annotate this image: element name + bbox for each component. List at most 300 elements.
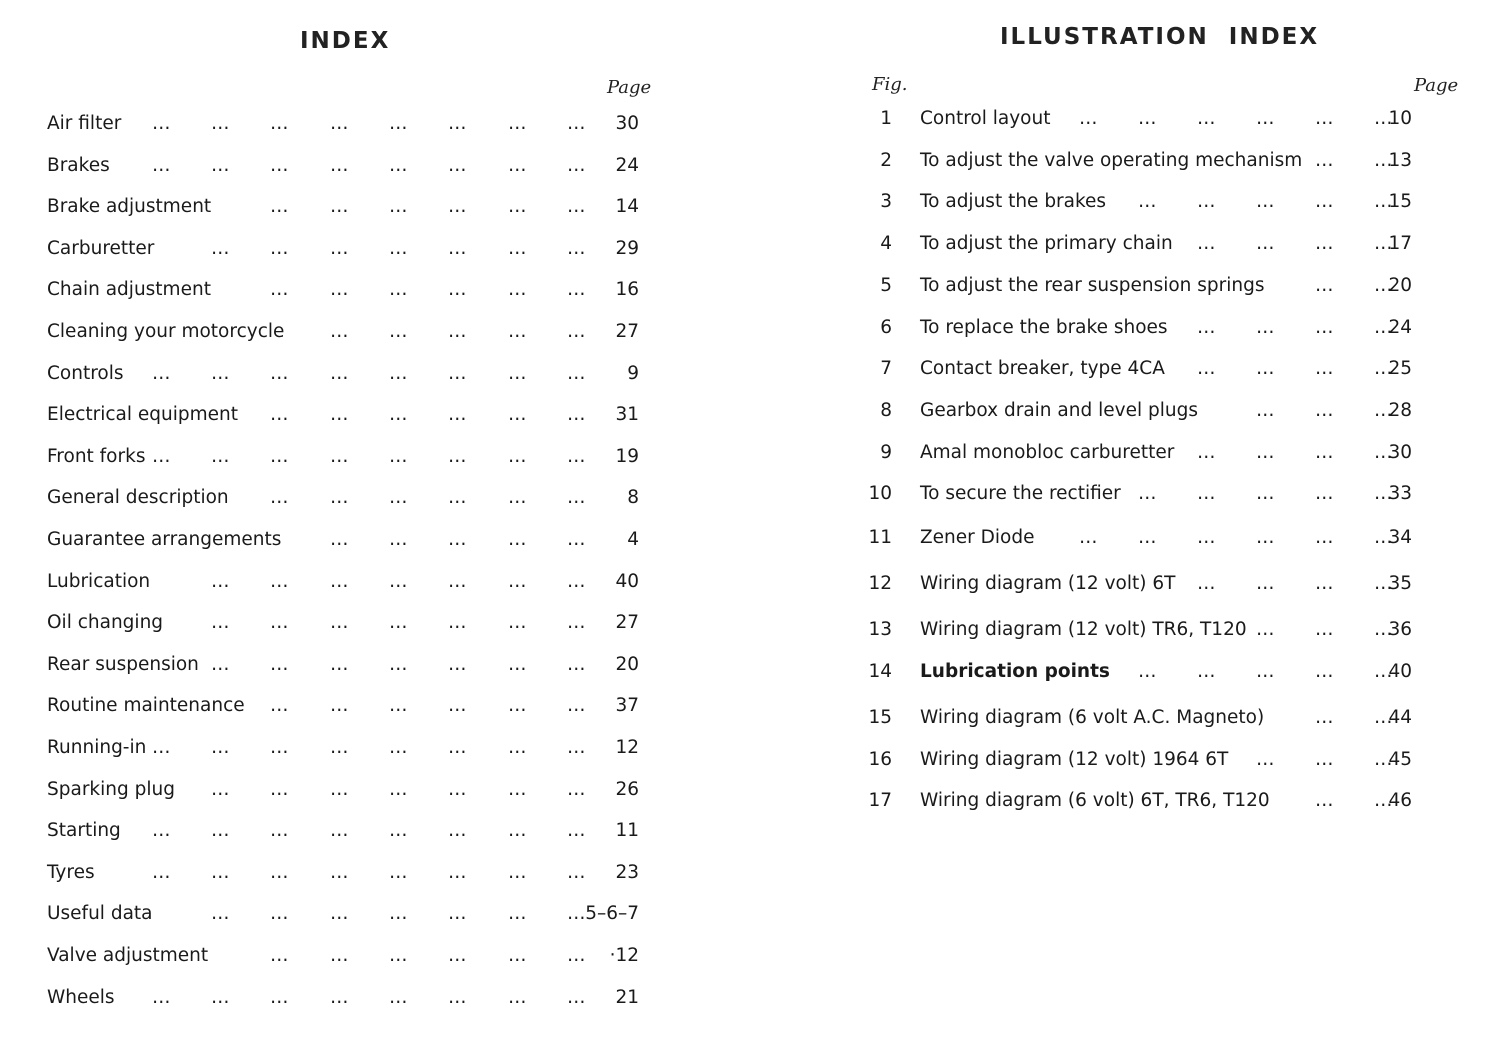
index-title: INDEX xyxy=(300,28,391,54)
leader-dots: … xyxy=(567,986,587,1008)
leader-dots: … xyxy=(1374,275,1394,296)
leader-dots: … xyxy=(508,321,528,342)
illustration-entry-page: 10 xyxy=(1388,108,1412,129)
leader-dots: … xyxy=(1374,661,1394,682)
leader-dots: … xyxy=(1138,483,1158,504)
illustration-entry xyxy=(868,479,1458,509)
illustration-entry xyxy=(868,187,1458,217)
leader-dots: … xyxy=(211,445,231,467)
leader-dots: … xyxy=(1374,619,1394,640)
leader-dots: … xyxy=(508,820,528,842)
leader-dots: … xyxy=(567,279,587,301)
leader-dots: … xyxy=(1138,191,1158,212)
leader-dots: … xyxy=(389,279,409,301)
illustration-entry-label: To adjust the valve operating mechanism xyxy=(920,150,1303,171)
index-entry xyxy=(47,608,647,638)
leader-dots: … xyxy=(389,570,409,592)
leader-dots: … xyxy=(389,321,409,342)
illustration-entry xyxy=(868,657,1458,687)
illustration-entry-page: 33 xyxy=(1388,483,1412,504)
leader-dots: … xyxy=(270,487,290,509)
illustration-fig-number: 8 xyxy=(880,400,892,421)
leader-dots: … xyxy=(567,445,587,467)
leader-dots: … xyxy=(389,695,409,717)
leader-dots: … xyxy=(270,570,290,592)
leader-dots: … xyxy=(1315,442,1335,463)
leader-dots: … xyxy=(1374,527,1394,548)
leader-dots: … xyxy=(270,695,290,717)
leader-dots: … xyxy=(389,237,409,259)
leader-dots: … xyxy=(389,362,409,384)
leader-dots: … xyxy=(1256,573,1276,594)
leader-dots: … xyxy=(330,653,350,675)
index-entry-label: Valve adjustment xyxy=(47,945,209,966)
leader-dots: … xyxy=(152,737,172,758)
leader-dots: … xyxy=(567,570,587,592)
illustration-entry xyxy=(868,569,1458,599)
index-entry-label: Tyres xyxy=(47,861,95,883)
leader-dots: … xyxy=(1315,191,1335,212)
illustration-entry-page: 28 xyxy=(1388,400,1412,421)
leader-dots: … xyxy=(448,445,468,467)
index-entry xyxy=(47,733,647,763)
illustration-list xyxy=(868,104,1458,824)
index-entry-label: Rear suspension xyxy=(47,653,199,675)
illustration-entry-label: Contact breaker, type 4CA xyxy=(920,358,1165,379)
illustration-entry xyxy=(868,786,1458,816)
illustration-entry-page: 20 xyxy=(1388,275,1412,296)
index-entry-page: 24 xyxy=(615,154,639,176)
index-entry xyxy=(47,691,647,721)
index-entry-page: 16 xyxy=(615,279,639,301)
leader-dots: … xyxy=(1197,661,1217,682)
leader-dots: … xyxy=(508,445,528,467)
illustration-entry xyxy=(868,396,1458,426)
leader-dots: … xyxy=(1079,108,1099,129)
illustration-entry xyxy=(868,104,1458,134)
index-entry-page: 20 xyxy=(615,653,639,675)
leader-dots: … xyxy=(270,237,290,259)
leader-dots: … xyxy=(389,612,409,634)
illustration-entry-label: Wiring diagram (12 volt) 1964 6T xyxy=(920,749,1229,770)
illustration-entry-label: Wiring diagram (12 volt) TR6, T120 xyxy=(920,619,1247,640)
leader-dots: … xyxy=(211,362,231,384)
illustration-entry-label: Lubrication points xyxy=(920,661,1110,682)
leader-dots: … xyxy=(270,820,290,842)
index-entry-label: Controls xyxy=(47,362,124,384)
leader-dots: … xyxy=(330,695,350,717)
leader-dots: … xyxy=(448,737,468,758)
leader-dots: … xyxy=(270,903,290,925)
leader-dots: … xyxy=(567,404,587,426)
illustration-entry-label: Control layout xyxy=(920,108,1051,129)
illustration-fig-number: 4 xyxy=(880,233,892,254)
leader-dots: … xyxy=(567,695,587,717)
leader-dots: … xyxy=(270,986,290,1008)
illustration-fig-number: 10 xyxy=(868,483,892,504)
leader-dots: … xyxy=(1374,150,1394,171)
index-entry-label: Sparking plug xyxy=(47,778,175,800)
leader-dots: … xyxy=(330,612,350,634)
leader-dots: … xyxy=(211,237,231,259)
leader-dots: … xyxy=(448,986,468,1008)
illustration-fig-number: 14 xyxy=(868,661,892,682)
leader-dots: … xyxy=(1138,108,1158,129)
leader-dots: … xyxy=(508,529,528,550)
leader-dots: … xyxy=(270,279,290,301)
leader-dots: … xyxy=(508,196,528,218)
leader-dots: … xyxy=(1374,317,1394,338)
illustration-entry xyxy=(868,438,1458,468)
illustration-fig-number: 17 xyxy=(868,790,892,811)
leader-dots: … xyxy=(1315,275,1335,296)
index-entry-page: 26 xyxy=(615,778,639,800)
index-entry-label: Running-in xyxy=(47,737,147,758)
leader-dots: … xyxy=(448,861,468,883)
illustration-entry-page: 34 xyxy=(1388,527,1412,548)
leader-dots: … xyxy=(1256,442,1276,463)
leader-dots: … xyxy=(1256,661,1276,682)
leader-dots: … xyxy=(1315,400,1335,421)
illustration-entry-label: Zener Diode xyxy=(920,527,1035,548)
leader-dots: … xyxy=(211,903,231,925)
illustration-fig-number: 11 xyxy=(868,527,892,548)
index-entry-label: Cleaning your motorcycle xyxy=(47,321,285,342)
illustration-fig-number: 5 xyxy=(880,275,892,296)
illustration-entry-page: 46 xyxy=(1388,790,1412,811)
index-entry-page: 37 xyxy=(615,695,639,717)
leader-dots: … xyxy=(567,196,587,218)
leader-dots: … xyxy=(448,903,468,925)
index-entry-page: 21 xyxy=(615,986,639,1008)
leader-dots: … xyxy=(211,986,231,1008)
leader-dots: … xyxy=(567,778,587,800)
index-entry-label: Chain adjustment xyxy=(47,279,211,301)
leader-dots: … xyxy=(270,362,290,384)
index-entry-label: General description xyxy=(47,487,229,509)
leader-dots: … xyxy=(567,154,587,176)
leader-dots: … xyxy=(389,653,409,675)
leader-dots: … xyxy=(211,154,231,176)
leader-dots: … xyxy=(508,986,528,1008)
index-entry-label: Electrical equipment xyxy=(47,404,239,426)
index-entry xyxy=(47,525,647,555)
leader-dots: … xyxy=(270,945,290,966)
illustration-entry-label: Gearbox drain and level plugs xyxy=(920,400,1198,421)
leader-dots: … xyxy=(448,362,468,384)
illustration-entry-label: Wiring diagram (6 volt) 6T, TR6, T120 xyxy=(920,790,1270,811)
leader-dots: … xyxy=(1374,573,1394,594)
illustration-fig-number: 12 xyxy=(868,573,892,594)
leader-dots: … xyxy=(508,778,528,800)
index-entry xyxy=(47,442,647,472)
illustration-entry xyxy=(868,703,1458,733)
leader-dots: … xyxy=(567,903,587,925)
index-entry-label: Brake adjustment xyxy=(47,196,212,218)
index-entry-page: 29 xyxy=(615,237,639,259)
leader-dots: … xyxy=(508,113,528,134)
illustration-entry-page: 30 xyxy=(1388,442,1412,463)
leader-dots: … xyxy=(330,945,350,966)
index-entry-label: Wheels xyxy=(47,986,115,1008)
index-entry-page: 27 xyxy=(615,612,639,634)
leader-dots: … xyxy=(1256,233,1276,254)
leader-dots: … xyxy=(330,737,350,758)
leader-dots: … xyxy=(567,362,587,384)
leader-dots: … xyxy=(1374,442,1394,463)
leader-dots: … xyxy=(330,113,350,134)
leader-dots: … xyxy=(389,154,409,176)
illustration-entry-label: To adjust the primary chain xyxy=(920,233,1173,254)
illustration-entry-page: 44 xyxy=(1388,707,1412,728)
illustration-page-header: Page xyxy=(1414,75,1459,96)
leader-dots: … xyxy=(1138,527,1158,548)
index-entry-page: 14 xyxy=(615,196,639,218)
leader-dots: … xyxy=(1197,358,1217,379)
leader-dots: … xyxy=(330,321,350,342)
leader-dots: … xyxy=(448,113,468,134)
leader-dots: … xyxy=(270,196,290,218)
leader-dots: … xyxy=(508,653,528,675)
leader-dots: … xyxy=(448,820,468,842)
leader-dots: … xyxy=(330,903,350,925)
leader-dots: … xyxy=(389,986,409,1008)
leader-dots: … xyxy=(211,612,231,634)
leader-dots: … xyxy=(211,653,231,675)
leader-dots: … xyxy=(1256,749,1276,770)
leader-dots: … xyxy=(1315,527,1335,548)
leader-dots: … xyxy=(211,570,231,592)
index-entry-label: Brakes xyxy=(47,154,110,176)
index-entry xyxy=(47,275,647,305)
illustration-entry-page: 24 xyxy=(1388,317,1412,338)
leader-dots: … xyxy=(330,154,350,176)
leader-dots: … xyxy=(1256,483,1276,504)
leader-dots: … xyxy=(1197,483,1217,504)
leader-dots: … xyxy=(567,321,587,342)
leader-dots: … xyxy=(211,778,231,800)
leader-dots: … xyxy=(448,487,468,509)
leader-dots: … xyxy=(567,237,587,259)
leader-dots: … xyxy=(448,695,468,717)
leader-dots: … xyxy=(1079,527,1099,548)
leader-dots: … xyxy=(270,154,290,176)
leader-dots: … xyxy=(330,404,350,426)
illustration-entry xyxy=(868,615,1458,645)
illustration-entry xyxy=(868,229,1458,259)
index-entry xyxy=(47,317,647,347)
leader-dots: … xyxy=(389,945,409,966)
leader-dots: … xyxy=(1315,707,1335,728)
leader-dots: … xyxy=(330,487,350,509)
index-entry xyxy=(47,192,647,222)
illustration-entry-page: 35 xyxy=(1388,573,1412,594)
leader-dots: … xyxy=(448,279,468,301)
leader-dots: … xyxy=(448,945,468,966)
leader-dots: … xyxy=(1256,527,1276,548)
index-entry xyxy=(47,109,647,139)
leader-dots: … xyxy=(1374,233,1394,254)
leader-dots: … xyxy=(567,529,587,550)
index-entry xyxy=(47,359,647,389)
index-entry xyxy=(47,816,647,846)
leader-dots: … xyxy=(448,778,468,800)
leader-dots: … xyxy=(448,237,468,259)
index-entry-label: Starting xyxy=(47,820,121,842)
leader-dots: … xyxy=(1315,317,1335,338)
leader-dots: … xyxy=(1256,317,1276,338)
illustration-fig-number: 13 xyxy=(868,619,892,640)
leader-dots: … xyxy=(1256,358,1276,379)
index-entry-page: 12 xyxy=(615,737,639,758)
illustration-fig-number: 2 xyxy=(880,150,892,171)
leader-dots: … xyxy=(508,279,528,301)
illustration-fig-number: 3 xyxy=(880,191,892,212)
leader-dots: … xyxy=(270,737,290,758)
leader-dots: … xyxy=(389,529,409,550)
leader-dots: … xyxy=(448,404,468,426)
leader-dots: … xyxy=(508,362,528,384)
index-entry xyxy=(47,400,647,430)
illustration-entry xyxy=(868,271,1458,301)
illustration-fig-header: Fig. xyxy=(872,74,908,95)
leader-dots: … xyxy=(508,945,528,966)
index-entry-label: Routine maintenance xyxy=(47,695,245,717)
index-entry-label: Useful data xyxy=(47,903,153,925)
index-entry-page: 19 xyxy=(615,445,639,467)
illustration-entry xyxy=(868,146,1458,176)
leader-dots: … xyxy=(270,445,290,467)
leader-dots: … xyxy=(389,113,409,134)
leader-dots: … xyxy=(567,612,587,634)
leader-dots: … xyxy=(330,820,350,842)
index-entry-label: Oil changing xyxy=(47,612,164,634)
leader-dots: … xyxy=(1374,358,1394,379)
leader-dots: … xyxy=(1374,707,1394,728)
index-entry xyxy=(47,983,647,1013)
leader-dots: … xyxy=(1374,108,1394,129)
index-entry-page: 4 xyxy=(627,529,639,550)
leader-dots: … xyxy=(1256,400,1276,421)
leader-dots: … xyxy=(1256,619,1276,640)
leader-dots: … xyxy=(152,861,172,883)
leader-dots: … xyxy=(1138,661,1158,682)
leader-dots: … xyxy=(330,196,350,218)
leader-dots: … xyxy=(567,487,587,509)
leader-dots: … xyxy=(152,113,172,134)
leader-dots: … xyxy=(508,695,528,717)
leader-dots: … xyxy=(567,861,587,883)
illustration-fig-number: 1 xyxy=(880,108,892,129)
leader-dots: … xyxy=(1374,749,1394,770)
index-entry-page: 27 xyxy=(615,321,639,342)
illustration-fig-number: 6 xyxy=(880,317,892,338)
index-entry-label: Guarantee arrangements xyxy=(47,529,282,550)
leader-dots: … xyxy=(1197,191,1217,212)
leader-dots: … xyxy=(508,737,528,758)
leader-dots: … xyxy=(448,196,468,218)
leader-dots: … xyxy=(389,445,409,467)
leader-dots: … xyxy=(1374,483,1394,504)
leader-dots: … xyxy=(448,154,468,176)
illustration-entry-label: To adjust the rear suspension springs xyxy=(920,275,1265,296)
illustration-fig-number: 9 xyxy=(880,442,892,463)
leader-dots: … xyxy=(508,612,528,634)
illustration-entry-label: Wiring diagram (12 volt) 6T xyxy=(920,573,1176,594)
leader-dots: … xyxy=(448,529,468,550)
leader-dots: … xyxy=(330,778,350,800)
illustration-entry-label: To adjust the brakes xyxy=(920,191,1107,212)
index-entry-label: Lubrication xyxy=(47,570,151,592)
illustration-fig-number: 16 xyxy=(868,749,892,770)
index-entry xyxy=(47,234,647,264)
leader-dots: … xyxy=(270,113,290,134)
illustration-entry-page: 13 xyxy=(1388,150,1412,171)
leader-dots: … xyxy=(1315,661,1335,682)
leader-dots: … xyxy=(152,445,172,467)
leader-dots: … xyxy=(1256,108,1276,129)
illustration-entry-label: To secure the rectifier xyxy=(920,483,1121,504)
index-entry-page: ·12 xyxy=(609,945,639,966)
leader-dots: … xyxy=(1315,358,1335,379)
illustration-fig-number: 15 xyxy=(868,707,892,728)
leader-dots: … xyxy=(1315,233,1335,254)
leader-dots: … xyxy=(330,570,350,592)
leader-dots: … xyxy=(152,820,172,842)
leader-dots: … xyxy=(1315,790,1335,811)
leader-dots: … xyxy=(1315,619,1335,640)
illustration-entry-page: 45 xyxy=(1388,749,1412,770)
leader-dots: … xyxy=(270,861,290,883)
illustration-entry-page: 36 xyxy=(1388,619,1412,640)
leader-dots: … xyxy=(389,487,409,509)
index-entry-page: 40 xyxy=(615,570,639,592)
leader-dots: … xyxy=(270,612,290,634)
leader-dots: … xyxy=(1197,317,1217,338)
leader-dots: … xyxy=(211,861,231,883)
leader-dots: … xyxy=(448,321,468,342)
leader-dots: … xyxy=(1197,108,1217,129)
leader-dots: … xyxy=(389,404,409,426)
leader-dots: … xyxy=(389,737,409,758)
leader-dots: … xyxy=(448,612,468,634)
index-entry-label: Carburetter xyxy=(47,237,155,259)
leader-dots: … xyxy=(508,404,528,426)
leader-dots: … xyxy=(389,196,409,218)
leader-dots: … xyxy=(270,778,290,800)
leader-dots: … xyxy=(1197,442,1217,463)
index-entry xyxy=(47,151,647,181)
leader-dots: … xyxy=(1315,150,1335,171)
index-entry-label: Front forks xyxy=(47,445,146,467)
illustration-entry-page: 25 xyxy=(1388,358,1412,379)
index-entry-page: 30 xyxy=(615,113,639,134)
leader-dots: … xyxy=(1374,400,1394,421)
index-entry xyxy=(47,483,647,513)
illustration-entry-label: Wiring diagram (6 volt A.C. Magneto) xyxy=(920,707,1265,728)
leader-dots: … xyxy=(1315,573,1335,594)
leader-dots: … xyxy=(1374,790,1394,811)
index-entry-page: 5–6–7 xyxy=(585,903,639,925)
leader-dots: … xyxy=(508,487,528,509)
illustration-entry-label: To replace the brake shoes xyxy=(920,317,1168,338)
index-entry xyxy=(47,567,647,597)
leader-dots: … xyxy=(1256,191,1276,212)
leader-dots: … xyxy=(330,237,350,259)
leader-dots: … xyxy=(567,113,587,134)
index-entry xyxy=(47,858,647,888)
index-entry xyxy=(47,650,647,680)
